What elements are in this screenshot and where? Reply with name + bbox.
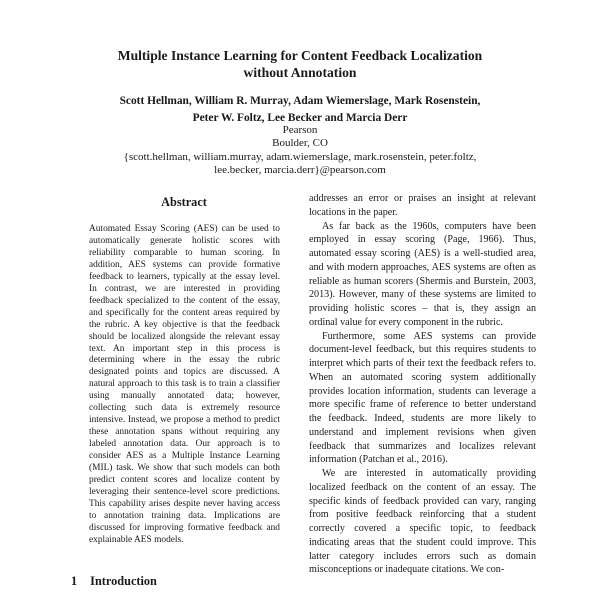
body-paragraph: As far back as the 1960s, computers have been employed in essay scoring (Page, 1966). Thus, automated essay scoring (AES) is a well-studied area, and with modern approaches, AES systems are often as reliable as human scorers (Shermis and Burstein, 2003, 2013). However, many of these systems are limited to providing holistic scores – that is, they assign an ordinal value for every component in the rubric. [309, 220, 536, 328]
title-line-2: without Annotation [243, 65, 357, 80]
affiliation: Pearson [282, 124, 318, 136]
body-paragraph: Furthermore, some AES systems can provide document-level feedback, but this requires students to interpret which parts of their text the feedback refers to. When an automated scoring system additionally provides location information, students can leverage a more specific frame of reference to better understand the feedback. Indeed, students are more likely to understand and implement revisions when given feedback that summarizes and localizes relevant information (Patchan et al., 2016). [309, 330, 536, 466]
author-list [0, 93, 600, 126]
authors-line-2: Peter W. Foltz, Lee Becker and Marcia Derr [192, 111, 408, 124]
authors-line-1: Scott Hellman, William R. Murray, Adam Wiemerslage, Mark Rosenstein, [119, 95, 481, 107]
left-column [71, 191, 297, 547]
location: Boulder, CO [272, 137, 328, 150]
email-line-2: lee.becker, marcia.derr}@pearson.com [214, 164, 386, 177]
affiliation-block [0, 124, 600, 178]
abstract-text: Automated Essay Scoring (AES) can be used to automatically generate holistic scores with reliability comparable to human scoring. In addition, AES systems can provide formative feedback to learners, typically at the essay level. In contrast, we are interested in providing feedback specialized to the content of the essay, and specifically for the content areas required by the rubric. A key objective is that the feedback should be localized alongside the relevant essay text. An important step in this process is determining where in the essay the rubric designated points and topics are discussed. A natural approach to this task is to train a classifier using manually annotated data; however, collecting such data is extremely resource intensive. Instead, we propose a method to predict these annotation spans without requiring any labeled annotation data. Our approach is to consider AES as a Multiple Instance Learning (MIL) task. We show that such models can both predict content scores and localize content by leveraging their sentence-level score predictions. This capability arises despite never having access to annotation training data. Implications are discussed for improving formative feedback and explainable AES models. [89, 224, 280, 545]
abstract-heading: Abstract [161, 195, 207, 209]
body-paragraph: addresses an error or praises an insight at relevant locations in the paper. [309, 193, 536, 218]
right-column [309, 192, 536, 577]
section-title: Introduction [90, 574, 157, 588]
page-title [0, 47, 600, 81]
section-number: 1 [71, 574, 78, 588]
title-line-1: Multiple Instance Learning for Content Feedback Localization [117, 48, 483, 63]
section-heading-introduction [71, 574, 297, 589]
body-paragraph: We are interested in automatically providing localized feedback on the content of an essay. The specific kinds of feedback provided can vary, ranging from positive feedback reinforcing that a student correctly covered a specific topic, to feedback indicating areas that the student could improve. This latter category includes errors such as domain misconceptions or inadequate citations. We con- [309, 468, 536, 576]
email-line-1: {scott.hellman, william.murray, adam.wiemerslage, mark.rosenstein, peter.foltz, [123, 150, 477, 163]
